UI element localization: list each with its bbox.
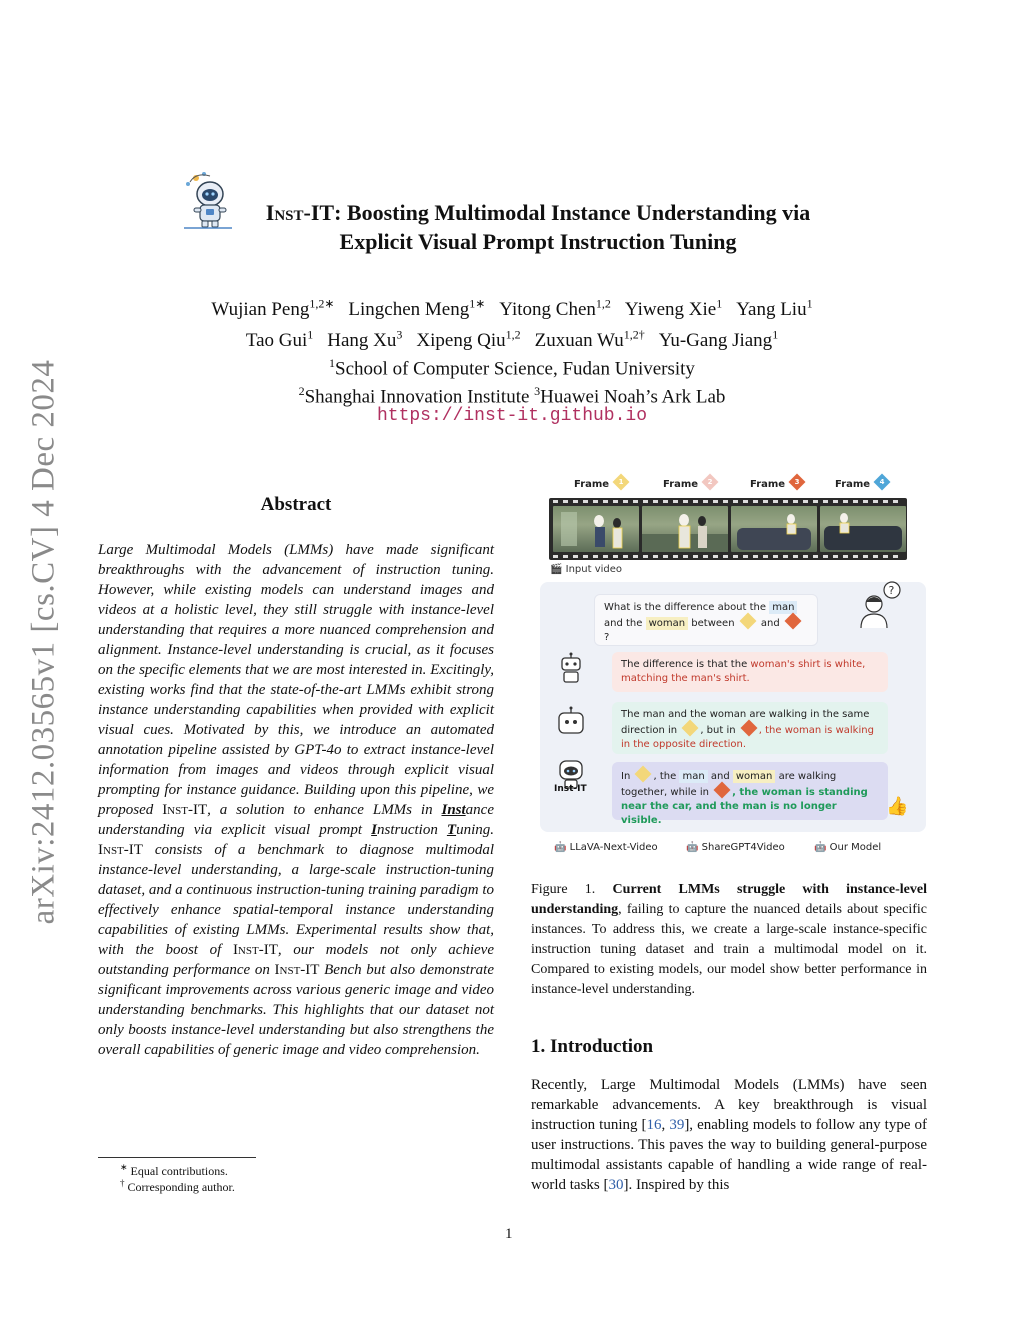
woman-tag: woman <box>646 617 689 630</box>
frame-1-inline-marker <box>739 613 756 630</box>
frame-3-inline-marker <box>784 613 801 630</box>
author-name: Zuxuan $Wu^{1,2\dagger}$ <box>534 327 645 351</box>
video-frame-4 <box>820 506 906 552</box>
frame-label-3: Frame 3 <box>750 476 803 490</box>
frame-label-2: Frame 2 <box>663 476 716 490</box>
title-line-1-rest: : Boosting Multimodal Instance Understanding via <box>334 200 811 225</box>
sharegpt-robot-small-icon: 🤖 <box>686 842 699 853</box>
author-name: Tao Gui$^1$ <box>245 327 314 351</box>
authors <box>120 292 904 353</box>
frame-1-inline-marker-3 <box>635 766 652 783</box>
clapperboard-icon: 🎬 <box>550 564 563 575</box>
affiliation-1: $^1$School of Computer Science, Fudan University <box>329 356 695 380</box>
author-name: Yu-Gang Jiang$^1$ <box>658 327 779 351</box>
author-name: Yiweng Xie$^1$ <box>624 297 723 321</box>
legend-llava: 🤖 LLaVA-Next-Video <box>554 842 658 853</box>
title-line-1 <box>228 198 848 227</box>
frame-3-inline-marker-3 <box>714 782 731 799</box>
instit-answer-bubble: In , the man and woman are walking together, while in , the woman is standing near the car, and the man is no longer visible. <box>612 762 888 820</box>
instit-robot-label: Inst-IT <box>554 784 587 794</box>
abstract-heading: Abstract <box>260 494 332 515</box>
paper-title <box>228 198 848 256</box>
author-name: Yang Liu$^1$ <box>736 297 813 321</box>
video-filmstrip <box>549 498 907 560</box>
video-frame-1 <box>553 506 639 552</box>
legend-ours: 🤖 Our Model <box>814 842 882 853</box>
abstract-text: Large Multimodal Models (LMMs) have made significant breakthroughs with the advancement of instruction tuning. However, while existing models can understand images and videos at a holistic level, they still struggle with instance-level understanding that requires a more nuanced comprehension and alignment. Instance-level understanding is crucial, as it focuses on the specific elements that we are most interested in. Excitingly, existing works find that the state-of-the-art LMMs exhibit strong instance understanding capabilities when provided with explicit visual cues. Motivated by this, we introduce an automated annotation pipeline assisted by GPT-4o to extract instance-level information from images and videos through explicit visual prompting for instance guidance. Building upon this pipeline, we proposed Inst-IT, a solution to enhance LMMs in Instance understanding via explicit visual prompt Instruction Tuning. Inst-IT consists of a benchmark to diagnose multimodal instance-level understanding, a large-scale instruction-tuning dataset, and a continuous instruction-tuning training paradigm to effectively enhance spatial-temporal instance understanding capabilities of existing LMMs. Experimental results show that, with the boost of Inst-IT, our models not only achieve outstanding performance on Inst-IT Bench but also demonstrate significant improvements across various generic image and video understanding benchmarks. This highlights that our dataset not only boosts instance-level understanding but also strengthens the overall capabilities of generic image and video comprehension. <box>98 542 494 1058</box>
instit-robot-small-icon: 🤖 <box>814 842 827 853</box>
project-url-link[interactable]: https://inst-it.github.io <box>376 406 648 426</box>
title-prefix: Inst-IT <box>265 200 335 225</box>
frame-1-inline-marker-2 <box>682 720 699 737</box>
affiliation-2-3: $^2$Shanghai Innovation Institute $^3$Huawei Noah’s Ark Lab <box>298 384 726 408</box>
frame-3-inline-marker-2 <box>740 720 757 737</box>
video-frame-2 <box>642 506 728 552</box>
author-name: Yitong Chen$^{1,2}$ <box>499 297 611 321</box>
authors-row-2 <box>120 322 904 352</box>
llava-answer-bubble: The difference is that the woman's shirt is white, matching the man's shirt. <box>612 652 888 692</box>
introduction-text: Recently, Large Multimodal Models (LMMs) have seen remarkable advancements. A key breakthrough is visual instruction tuning [16, 39], enabling models to follow any type of user instructions. This paves the way to building general-purpose multimodal assistants capable of handling a wide range of real-world tasks [30]. Inspired by this <box>531 1077 927 1193</box>
author-name: Hang Xu$^3$ <box>327 327 403 351</box>
thumbs-up-icon: 👍 <box>886 796 909 817</box>
footnote-corresponding: † Corresponding author. <box>120 1178 235 1194</box>
introduction-heading: 1. Introduction <box>531 1036 654 1057</box>
author-name: Lingchen Meng$^{1∗}$ <box>348 297 486 321</box>
user-question-icon <box>858 580 902 630</box>
title-line-2: Explicit Visual Prompt Instruction Tuning <box>339 229 737 254</box>
citation-link[interactable]: 39 <box>669 1117 685 1133</box>
authors-row-1 <box>120 292 904 322</box>
citation-link[interactable]: 16 <box>646 1117 662 1133</box>
frame-label-1: Frame 1 <box>574 476 627 490</box>
sharegpt-robot-icon <box>556 706 586 738</box>
input-video-label: 🎬 Input video <box>550 564 623 575</box>
author-name: Xipeng Qiu$^{1,2}$ <box>416 327 521 351</box>
citation-link[interactable]: 30 <box>608 1177 624 1193</box>
llava-robot-icon <box>556 652 586 684</box>
frame-4-marker: 4 <box>874 474 891 491</box>
video-frame-3 <box>731 506 817 552</box>
frame-2-marker: 2 <box>702 474 719 491</box>
figure-1-caption: Figure 1. Current LMMs struggle with instance-level understanding, failing to capture the nuanced details about specific instances. To address this, we create a large-scale instance-specific instruction tuning dataset and train a multimodal model on it. Compared to existing models, our model show better performance in instance-level understanding. <box>531 882 927 997</box>
man-tag: man <box>769 601 797 614</box>
arxiv-stamp: arXiv:2412.03565v1 [cs.CV] 4 Dec 2024 <box>25 359 62 925</box>
sharegpt-answer-bubble: The man and the woman are walking in the same direction in , but in , the woman is walking in the opposite direction. <box>612 702 888 754</box>
affiliations <box>120 352 904 409</box>
footnote-equal: ∗ Equal contributions. <box>120 1162 228 1178</box>
frame-3-marker: 3 <box>789 474 806 491</box>
figure-1 <box>536 470 928 870</box>
footnote-rule <box>98 1157 256 1158</box>
legend-sharegpt: 🤖 ShareGPT4Video <box>686 842 785 853</box>
page-number: 1 <box>505 1226 513 1242</box>
author-name: Wujian Peng$^{1,2∗}$ <box>211 297 335 321</box>
llava-robot-small-icon: 🤖 <box>554 842 567 853</box>
question-bubble: What is the difference about the man and the woman between and ? <box>594 594 818 646</box>
frame-1-marker: 1 <box>613 474 630 491</box>
frame-label-4: Frame 4 <box>835 476 888 490</box>
svg-text:?: ? <box>888 584 895 597</box>
